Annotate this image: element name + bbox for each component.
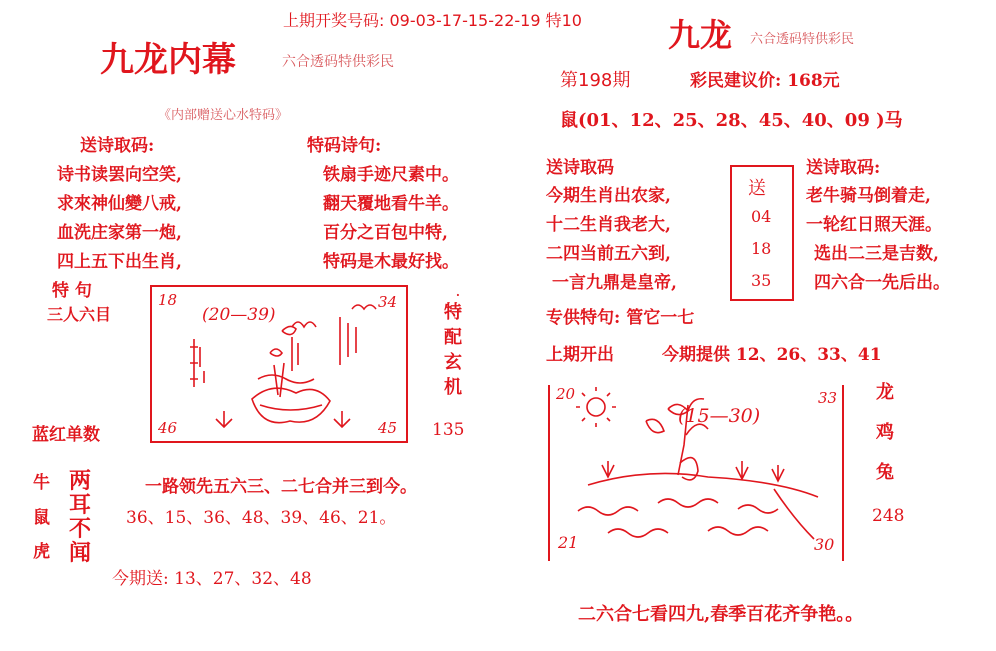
left-side-char: 玄 [444, 352, 462, 373]
left-side-char: 机 [444, 377, 462, 398]
today-provide: 今期提供 12、26、33、41 [662, 345, 882, 365]
right-subtitle: 六合透码特供彩民 [750, 32, 855, 47]
right-poem-a-line: 今期生肖出农家, [546, 186, 671, 206]
zodiac-char: 鼠 [33, 508, 50, 528]
right-pic-range: (15—30) [678, 405, 761, 427]
left-title: 九龙内幕 [100, 40, 236, 80]
left-pic-num-tr: 34 [378, 293, 398, 311]
numbers-line: 鼠(01、12、25、28、45、40、09 )马 [560, 110, 903, 131]
left-sketch-drawing [152, 287, 402, 437]
last-drawn-label: 上期开出 [546, 345, 614, 365]
ear-char: 闻 [69, 540, 92, 566]
right-poem-b-line: 选出二三是吉数, [814, 244, 939, 264]
left-inner-title: 《内部赠送心水特码》 [158, 108, 289, 123]
left-poem-b-line: 翻天覆地看牛羊。 [323, 194, 459, 214]
send-box-item: 04 [751, 207, 772, 226]
left-poem-a-head: 送诗取码: [80, 136, 155, 156]
left-poem-b-line: 百分之百包中特, [323, 223, 448, 243]
send-box-item: 18 [751, 239, 772, 258]
left-picture-box [150, 285, 408, 443]
left-poem-a-line: 血洗庄家第一炮, [57, 223, 182, 243]
left-poem-b-line: 特码是木最好找。 [323, 252, 459, 272]
right-side-zodiac: 龙 [876, 382, 894, 403]
send-box-item: 送 [748, 178, 766, 199]
left-pic-num-tl: 18 [158, 291, 178, 309]
left-side-char: 配 [444, 327, 462, 348]
right-poem-a-head: 送诗取码 [546, 158, 614, 178]
right-pic-num-tr: 33 [818, 389, 838, 407]
left-poem-b-head: 特码诗句: [307, 136, 382, 156]
blue-red-value: 135 [432, 420, 465, 440]
left-pic-num-bl: 46 [158, 419, 178, 437]
right-sketch-drawing [548, 385, 848, 565]
left-poem-a-line: 诗书读罢向空笑, [57, 165, 182, 185]
suggested-price: 彩民建议价: 168元 [690, 71, 840, 91]
right-poem-b-line: 四六合一先后出。 [814, 273, 950, 293]
right-poem-b-head: 送诗取码: [806, 158, 881, 178]
right-poem-a-line: 一言九鼎是皇帝, [552, 273, 677, 293]
left-side-char: 特 [444, 302, 462, 323]
right-title: 九龙 [668, 16, 733, 54]
left-line2: 36、15、36、48、39、46、21。 [126, 508, 397, 528]
send-numbers-box [730, 165, 794, 301]
tejv-value: 三人六目 [47, 305, 112, 324]
send-box-item: 35 [751, 271, 772, 290]
left-pic-num-br: 45 [378, 419, 398, 437]
right-side-zodiac: 鸡 [876, 422, 894, 443]
issue-number: 第198期 [560, 70, 631, 91]
right-poem-a-line: 十二生肖我老大, [546, 215, 671, 235]
left-poem-a-line: 四上五下出生肖, [57, 252, 182, 272]
zodiac-char: 牛 [33, 473, 50, 493]
right-pic-num-bl: 21 [558, 533, 579, 552]
zodiac-char: 虎 [33, 542, 50, 562]
ear-char: 不 [69, 516, 92, 542]
right-picture-area [548, 385, 848, 565]
left-pic-range: (20—39) [202, 305, 276, 325]
left-subtitle: 六合透码特供彩民 [282, 54, 394, 70]
ear-char: 耳 [69, 492, 92, 518]
left-poem-b-line: 铁扇手迹尺素中。 [323, 165, 459, 185]
today-send: 今期送: 13、27、32、48 [112, 569, 312, 589]
right-side-number: 248 [872, 506, 905, 526]
right-poem-a-line: 二四当前五六到, [546, 244, 671, 264]
left-poem-a-line: 求來神仙變八戒, [57, 194, 182, 214]
right-poem-b-line: 老牛骑马倒着走, [806, 186, 931, 206]
last-draw-header: 上期开奖号码: 09-03-17-15-22-19 特10 [283, 11, 582, 30]
right-pic-num-tl: 20 [556, 385, 576, 403]
bottom-line: 二六合七看四九,春季百花齐争艳。。 [578, 604, 864, 625]
blue-red-label: 蓝红单数 [32, 425, 100, 445]
left-line1: 一路领先五六三、二七合并三到今。 [145, 477, 417, 497]
ear-char: 两 [69, 468, 92, 494]
right-pic-num-br: 30 [814, 535, 835, 554]
right-poem-b-line: 一轮红日照天涯。 [806, 215, 942, 235]
special-sentence: 专供特句: 管它一七 [546, 308, 695, 328]
tejv-label: 特 句 [52, 281, 92, 301]
right-side-zodiac: 兔 [876, 462, 894, 483]
